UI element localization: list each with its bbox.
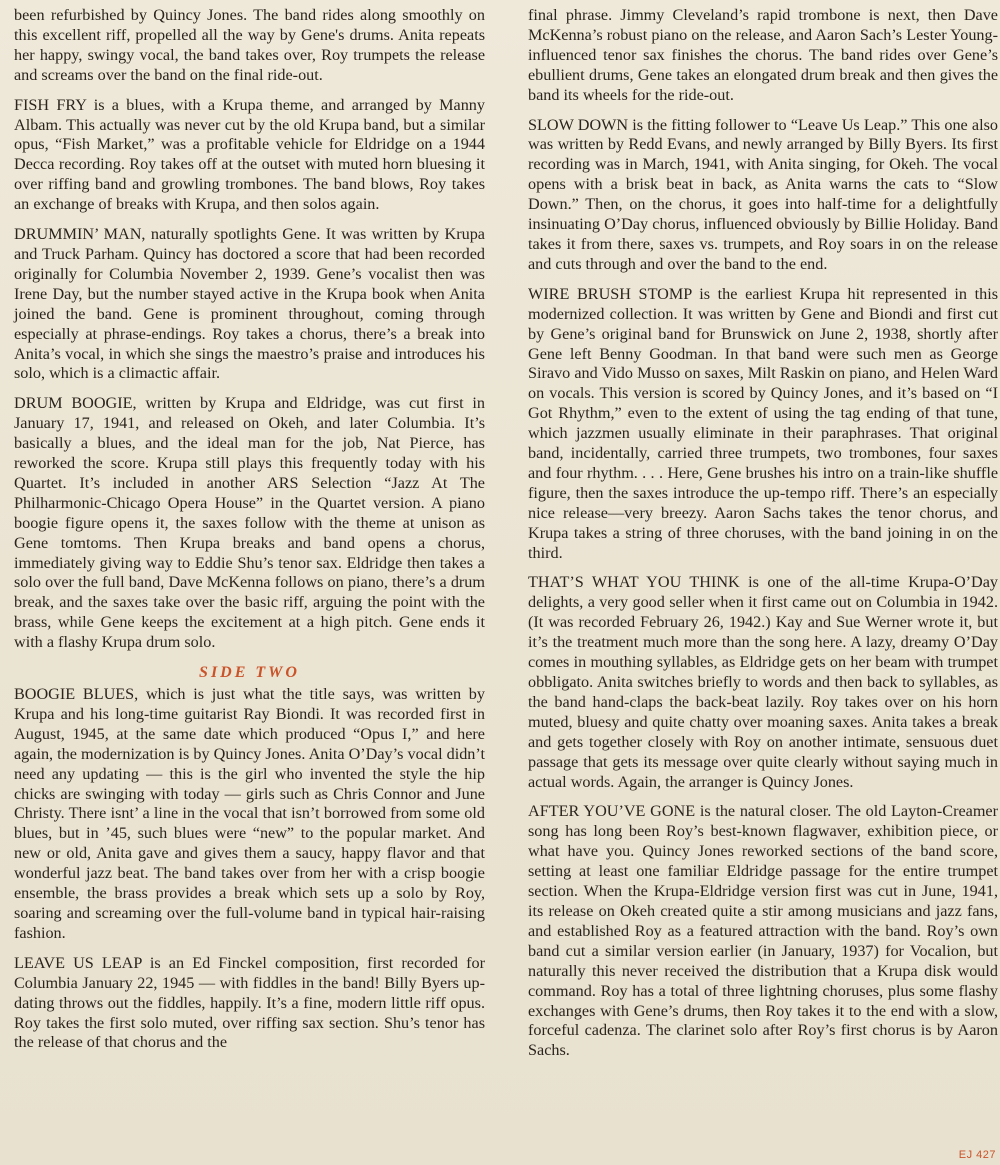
page-folio: EJ 427 <box>958 1149 996 1161</box>
paragraph-thats-what-you-think: THAT’S WHAT YOU THINK is one of the all-time Krupa-O’Day delights, a very good seller when it first came out on Columbia in 1942. (It was recorded February 26, 1942.) Kay and Sue Werner wrote it, but it’s the treatment much more than the song here. A lazy, dreamy O’Day comes in mouthing syllables, as Eldridge gets on her beam with trumpet obbligato. Anita switches briefly to words and then back to syllables, as the band hand-claps the back-beat lazily. Roy takes over on his horn muted, bluesy and quite chatty over moaning saxes. Anita takes a break and gets together closely with Roy on another intimate, sensuous duet passage that gets its message over quite clearly without saying much in actual words. Again, the arranger is Quincy Jones. <box>528 573 998 791</box>
paragraph-slow-down: SLOW DOWN is the fitting follower to “Leave Us Leap.” This one also was written by Redd Evans, and newly arranged by Billy Byers. Its first recording was in March, 1941, with Anita singing, for Okeh. The vocal opens with a brisk beat in back, as Anita warns the cats to “Slow Down.” Then, on the chorus, it goes into half-time for a delightfully insinuating O’Day chorus, influenced obviously by Billie Holiday. Band takes it from there, saxes vs. trumpets, and Roy soars in on the release and cuts through and over the band to the end. <box>528 115 998 273</box>
paragraph-after-youve-gone: AFTER YOU’VE GONE is the natural closer. The old Layton-Creamer song has long been Roy’s best-known flagwaver, exhibition piece, or what have you. Quincy Jones reworked sections of the band score, setting at least one familiar Eldridge passage for the entire trumpet section. When the Krupa-Eldridge version first was cut in June, 1941, its release on Okeh created quite a stir among musicians and jazz fans, and established Roy as a featured attraction with the band. Roy’s own band cut a similar version earlier (in January, 1937) for Vocalion, but naturally this never received the distribution that a Krupa disk would command. Roy has a total of three lightning choruses, plus some flashy exchanges with Gene’s drums, then Roy takes it to the end with a slow, forceful cadenza. The clarinet solo after Roy’s first chorus is by Aaron Sachs. <box>528 802 998 1060</box>
paragraph-leave-us-leap-continued: final phrase. Jimmy Cleveland’s rapid trombone is next, then Dave McKenna’s robust piano on the release, and Aaron Sach’s Lester Young-influenced tenor sax finishes the chorus. The band rides over Gene’s ebullient drums, Gene takes an elongated drum break and then gives the band its wheels for the ride-out. <box>528 6 998 104</box>
paragraph-wire-brush-stomp: WIRE BRUSH STOMP is the earliest Krupa hit represented in this modernized collection. It was written by Gene and Biondi and first cut by Gene’s original band for Brunswick on June 2, 1938, shortly after Gene left Benny Goodman. In that band were such men as George Siravo and Vido Musso on saxes, Milt Raskin on piano, and Helen Ward on vocals. This version is scored by Quincy Jones, and it’s based on “I Got Rhythm,” even to the extent of using the tag ending of that tune, which jazzmen usually eliminate in their paraphrases. That original band, incidentally, carried three trumpets, two trombones, four saxes and four rhythm. . . . Here, Gene brushes his intro on a train-like shuffle figure, then the saxes introduce the up-tempo riff. There’s an especially nice release—very breezy. Aaron Sachs takes the tenor chorus, and Krupa takes a string of three choruses, with the band joining in on the third. <box>528 284 998 562</box>
paragraph-intro-continued: been refurbished by Quincy Jones. The band rides along smoothly on this excellent riff, propelled all the way by Gene's drums. Anita repeats her happy, swingy vocal, the band takes over, Roy trumpets the release and screams over the band on the final ride-out. <box>14 6 485 84</box>
paragraph-leave-us-leap: LEAVE US LEAP is an Ed Finckel composition, first recorded for Columbia January 22, 1945 — with fiddles in the band! Billy Byers up-dating throws out the fiddles, happily. It’s a fine, modern little riff opus. Roy takes the first solo muted, over riffing sax section. Shu’s tenor has the release of that chorus and the <box>14 953 485 1052</box>
paragraph-drummin-man: DRUMMIN’ MAN, naturally spotlights Gene. It was written by Krupa and Truck Parham. Quincy has doctored a score that had been recorded originally for Columbia November 2, 1939. Gene’s vocalist then was Irene Day, but the number stayed active in the Krupa book when Anita joined the band. Gene is prominent throughout, coming through especially at phrase-endings. Roy takes a chorus, there’s a break into Anita’s vocal, in which she sings the maestro’s praise and introduces his solo, which is a climactic affair. <box>14 225 485 383</box>
paragraph-fish-fry: FISH FRY is a blues, with a Krupa theme, and arranged by Manny Albam. This actually was never cut by the old Krupa band, but a similar opus, “Fish Market,” was a profitable vehicle for Eldridge on a 1944 Decca recording. Roy takes off at the outset with muted horn bluesing it over riffing band and growling trombones. The band blows, Roy takes an exchange of breaks with Krupa, and then solos again. <box>14 95 485 214</box>
right-column <box>528 6 998 1071</box>
paragraph-drum-boogie: DRUM BOOGIE, written by Krupa and Eldridge, was cut first in January 17, 1941, and released on Okeh, and later Columbia. It’s basically a blues, and the ideal man for the job, Nat Pierce, has reworked the score. Krupa still plays this frequently today with his Quartet. It’s included in another ARS Selection “Jazz At The Philharmonic-Chicago Opera House” in the Quartet version. A piano boogie figure opens it, the saxes follow with the theme at unison as Gene tomtoms. Then Krupa breaks and band opens a chorus, immediately giving way to Eddie Shu’s tenor sax. Eldridge then takes a solo over the full band, Dave McKenna follows on piano, there’s a drum break, and the saxes take over the basic riff, arguing the point with the brass, while Gene keeps the excitement at a high pitch. Gene ends it with a flashy Krupa drum solo. <box>14 394 485 652</box>
left-column <box>14 6 485 1063</box>
paragraph-boogie-blues: BOOGIE BLUES, which is just what the title says, was written by Krupa and his long-time guitarist Ray Biondi. It was recorded first in August, 1945, at the same date which produced “Opus I,” and here again, the modernization is by Quincy Jones. Anita O’Day’s vocal didn’t need any updating — this is the girl who invented the style the hip chicks are swinging with today — girls such as Chris Connor and June Christy. There isnt’ a line in the vocal that isn’t borrowed from some old blues, but in ’45, such blues were “new” to the popular market. And new or old, Anita gave and gives them a saucy, happy flavor and that wonderful jazz beat. The band takes over from her with a crisp boogie ensemble, the brass provides a break which sets up a solo by Roy, soaring and screaming over the full-volume band in typical hair-raising fashion. <box>14 685 485 942</box>
section-heading-side-two: SIDE TWO <box>199 664 300 682</box>
